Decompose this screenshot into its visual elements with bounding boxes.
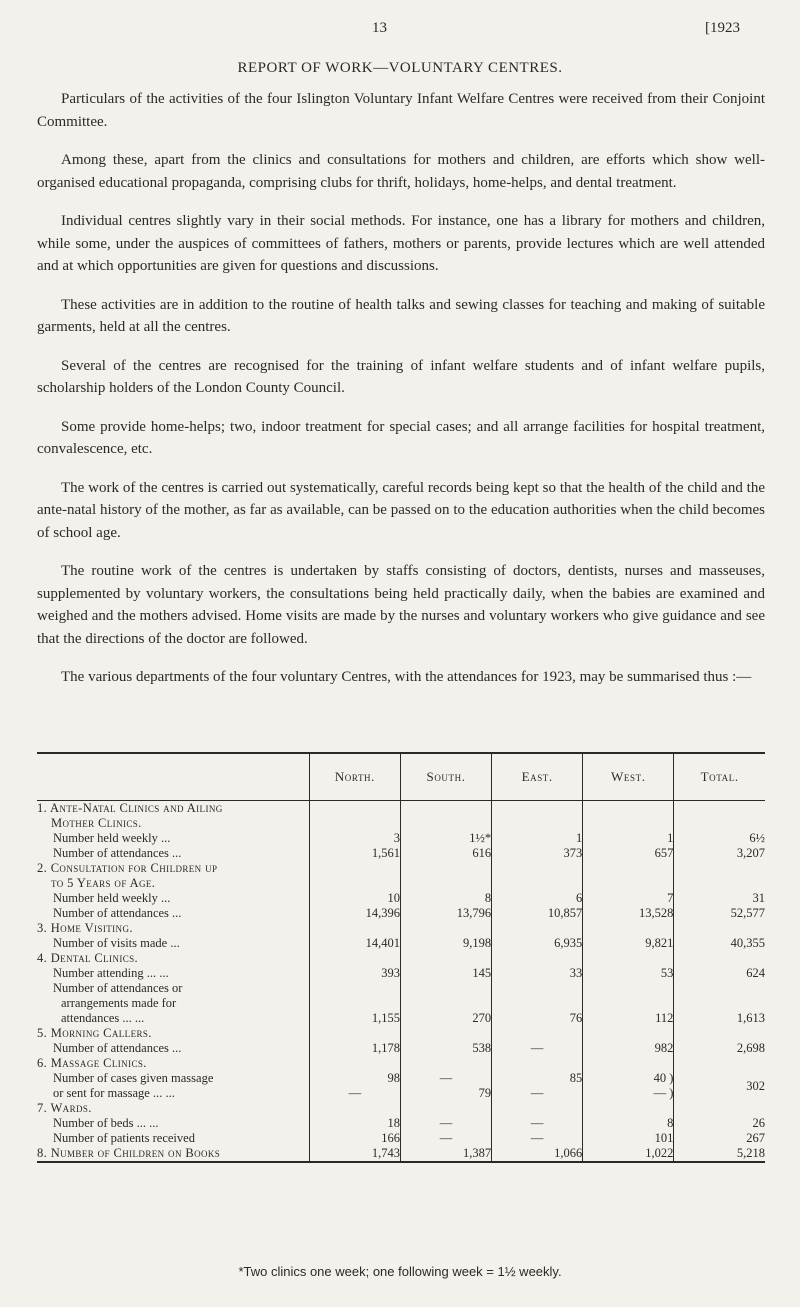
section-title-row xyxy=(37,801,765,832)
row-label-line: arrangements made for xyxy=(61,996,177,1010)
section-title xyxy=(37,801,309,832)
cell-total: 302 xyxy=(674,1071,765,1101)
table-row xyxy=(37,1041,765,1056)
cell-east: — xyxy=(492,1086,583,1101)
section-title-row xyxy=(37,1101,765,1116)
cell-south: 538 xyxy=(400,1041,491,1056)
cell-north: 14,401 xyxy=(309,936,400,951)
cell-east: 10,857 xyxy=(492,906,583,921)
cell-south: 79 xyxy=(400,1086,491,1101)
table-row xyxy=(37,846,765,861)
cell-north: 1,561 xyxy=(309,846,400,861)
page-year: [1923 xyxy=(705,20,740,36)
paragraph: Individual centres slightly vary in their social methods. For instance, one has a library for mothers and children, while some, under the auspices of committees of fathers, mothers or parents, provide lectures which are well attended and at which opportunities are given for questions and discussions. xyxy=(37,213,765,274)
section-title-line: 6. Massage Clinics. xyxy=(37,1056,147,1070)
header-blank xyxy=(37,753,309,801)
section-title-line: 5. Morning Callers. xyxy=(37,1026,152,1040)
cell-west: 1 xyxy=(583,831,674,846)
row-label: Number held weekly ... xyxy=(53,831,171,845)
cell-total: 2,698 xyxy=(674,1041,765,1056)
table-row xyxy=(37,891,765,906)
row-label: Number of patients received xyxy=(53,1131,195,1145)
cell-south: 616 xyxy=(400,846,491,861)
row-label: Number held weekly ... xyxy=(53,891,171,905)
cell-west: — ) xyxy=(583,1086,674,1101)
cell-north: 98 xyxy=(309,1071,400,1086)
cell-total: 5,218 xyxy=(674,1146,765,1162)
paragraph: Several of the centres are recognised for the training of infant welfare students and of infant welfare pupils, scholarship holders of the London County Council. xyxy=(37,357,765,396)
cell-south: — xyxy=(400,1071,491,1086)
cell-east: 1 xyxy=(492,831,583,846)
cell-west: 9,821 xyxy=(583,936,674,951)
section-title-line: 7. Wards. xyxy=(37,1101,92,1115)
section-title-row xyxy=(37,861,765,891)
section-title xyxy=(37,1026,309,1041)
table-row xyxy=(37,831,765,846)
cell-east: 85 xyxy=(492,1071,583,1086)
cell-north: — xyxy=(309,1086,400,1101)
section-title xyxy=(37,951,309,966)
cell-total: 52,577 xyxy=(674,906,765,921)
section-title-line: to 5 Years of Age. xyxy=(51,876,156,890)
cell-north: 1,155 xyxy=(309,981,400,1026)
page-number: 13 xyxy=(372,20,387,36)
cell-east: 373 xyxy=(492,846,583,861)
cell-north: 166 xyxy=(309,1131,400,1146)
cell-west: 53 xyxy=(583,966,674,981)
row-label: Number of cases given massage xyxy=(53,1071,214,1085)
section-title xyxy=(37,861,309,891)
cell-total: 624 xyxy=(674,966,765,981)
paragraph: Among these, apart from the clinics and consultations for mothers and children, are efforts which show well-organised educational propaganda, comprising clubs for thrift, holidays, home-helps, and dental treatment. xyxy=(37,152,765,191)
table-row xyxy=(37,981,765,1026)
table-row xyxy=(37,936,765,951)
section-title xyxy=(37,1101,309,1116)
section-title-row xyxy=(37,951,765,966)
section-title-line: 3. Home Visiting. xyxy=(37,921,133,935)
cell-north: 14,396 xyxy=(309,906,400,921)
report-title: REPORT OF WORK—VOLUNTARY CENTRES. xyxy=(237,60,563,76)
table-row xyxy=(37,966,765,981)
cell-west: 1,022 xyxy=(583,1146,674,1162)
table-row xyxy=(37,1146,765,1162)
paragraph: The work of the centres is carried out systematically, careful records being kept so that the health of the child and the ante-natal history of the mother, as far as available, can be passed on to the education authorities when the child becomes of school age. xyxy=(37,479,765,541)
cell-total: 3,207 xyxy=(674,846,765,861)
cell-south: 1,387 xyxy=(400,1146,491,1162)
cell-east: — xyxy=(492,1116,583,1131)
cell-south: 13,796 xyxy=(400,906,491,921)
cell-west: 657 xyxy=(583,846,674,861)
paragraph: The routine work of the centres is undertaken by staffs consisting of doctors, dentists, nurses and masseuses, supplemented by voluntary workers, the consultations being held practically daily, when the babies are examined and weighed and the mothers advised. Home visits are made by the nurses and voluntary workers who give guidance and see that the directions of the doctor are followed. xyxy=(37,563,765,647)
cell-west: 112 xyxy=(583,981,674,1026)
row-label-line: attendances ... ... xyxy=(61,1011,145,1025)
header-south: South. xyxy=(400,753,491,801)
row-label: or sent for massage ... ... xyxy=(53,1086,175,1100)
cell-west: 101 xyxy=(583,1131,674,1146)
cell-east: — xyxy=(492,1041,583,1056)
section-title-line: 4. Dental Clinics. xyxy=(37,951,139,965)
table-row xyxy=(37,1086,765,1101)
cell-south: 8 xyxy=(400,891,491,906)
header-total: Total. xyxy=(674,753,765,801)
header-east: East. xyxy=(492,753,583,801)
row-label: Number of attendances ... xyxy=(53,846,182,860)
row-label: Number attending ... ... xyxy=(53,966,169,980)
cell-total: 1,613 xyxy=(674,981,765,1026)
cell-north: 18 xyxy=(309,1116,400,1131)
section-title-row xyxy=(37,921,765,936)
cell-east: 33 xyxy=(492,966,583,981)
section-title-line: 2. Consultation for Children up xyxy=(37,861,218,875)
section-title xyxy=(37,921,309,936)
table-row xyxy=(37,906,765,921)
row-label: Number of beds ... ... xyxy=(53,1116,159,1130)
cell-west: 13,528 xyxy=(583,906,674,921)
cell-total: 6½ xyxy=(674,831,765,846)
cell-south: 145 xyxy=(400,966,491,981)
cell-north: 1,178 xyxy=(309,1041,400,1056)
row-label xyxy=(37,981,309,1026)
cell-east: — xyxy=(492,1131,583,1146)
cell-south: — xyxy=(400,1116,491,1131)
section-title xyxy=(37,1146,309,1162)
footnote: *Two clinics one week; one following week = 1½ weekly. xyxy=(238,1264,562,1279)
section-title-row xyxy=(37,1056,765,1071)
cell-total: 267 xyxy=(674,1131,765,1146)
cell-west: 8 xyxy=(583,1116,674,1131)
paragraph: Some provide home-helps; two, indoor treatment for special cases; and all arrange facilities for hospital treatment, convalescence, etc. xyxy=(37,418,765,457)
table-row xyxy=(37,1116,765,1131)
cell-north: 1,743 xyxy=(309,1146,400,1162)
table-row xyxy=(37,1071,765,1086)
header-north: North. xyxy=(309,753,400,801)
section-title-line: 1. Ante-Natal Clinics and Ailing xyxy=(37,801,223,815)
cell-east: 6,935 xyxy=(492,936,583,951)
cell-total: 26 xyxy=(674,1116,765,1131)
cell-total: 31 xyxy=(674,891,765,906)
cell-south: — xyxy=(400,1131,491,1146)
cell-south: 270 xyxy=(400,981,491,1026)
paragraph: The various departments of the four voluntary Centres, with the attendances for 1923, may be summarised thus :— xyxy=(61,669,752,685)
paragraph: Particulars of the activities of the four Islington Voluntary Infant Welfare Centres were received from their Conjoint Committee. xyxy=(37,91,765,130)
cell-south: 9,198 xyxy=(400,936,491,951)
attendance-summary-table xyxy=(37,752,765,1163)
cell-east: 1,066 xyxy=(492,1146,583,1162)
cell-west: 40 ) xyxy=(583,1071,674,1086)
section-title xyxy=(37,1056,309,1071)
table-row xyxy=(37,1131,765,1146)
row-label: Number of visits made ... xyxy=(53,936,180,950)
page-header xyxy=(0,18,800,42)
paragraph: These activities are in addition to the routine of health talks and sewing classes for teaching and making of suitable garments, held at all the centres. xyxy=(37,296,765,335)
row-label: Number of attendances ... xyxy=(53,1041,182,1055)
cell-north: 393 xyxy=(309,966,400,981)
section-title-row xyxy=(37,1026,765,1041)
section-title-line: 8. Number of Children on Books xyxy=(37,1146,221,1160)
cell-total: 40,355 xyxy=(674,936,765,951)
report-body xyxy=(37,88,765,705)
row-label: Number of attendances ... xyxy=(53,906,182,920)
cell-east: 6 xyxy=(492,891,583,906)
cell-south: 1½* xyxy=(400,831,491,846)
cell-west: 7 xyxy=(583,891,674,906)
cell-north: 3 xyxy=(309,831,400,846)
cell-west: 982 xyxy=(583,1041,674,1056)
table-header-row xyxy=(37,753,765,801)
row-label-line: Number of attendances or xyxy=(53,981,183,995)
header-west: West. xyxy=(583,753,674,801)
section-title-line: Mother Clinics. xyxy=(51,816,142,830)
cell-north: 10 xyxy=(309,891,400,906)
cell-east: 76 xyxy=(492,981,583,1026)
